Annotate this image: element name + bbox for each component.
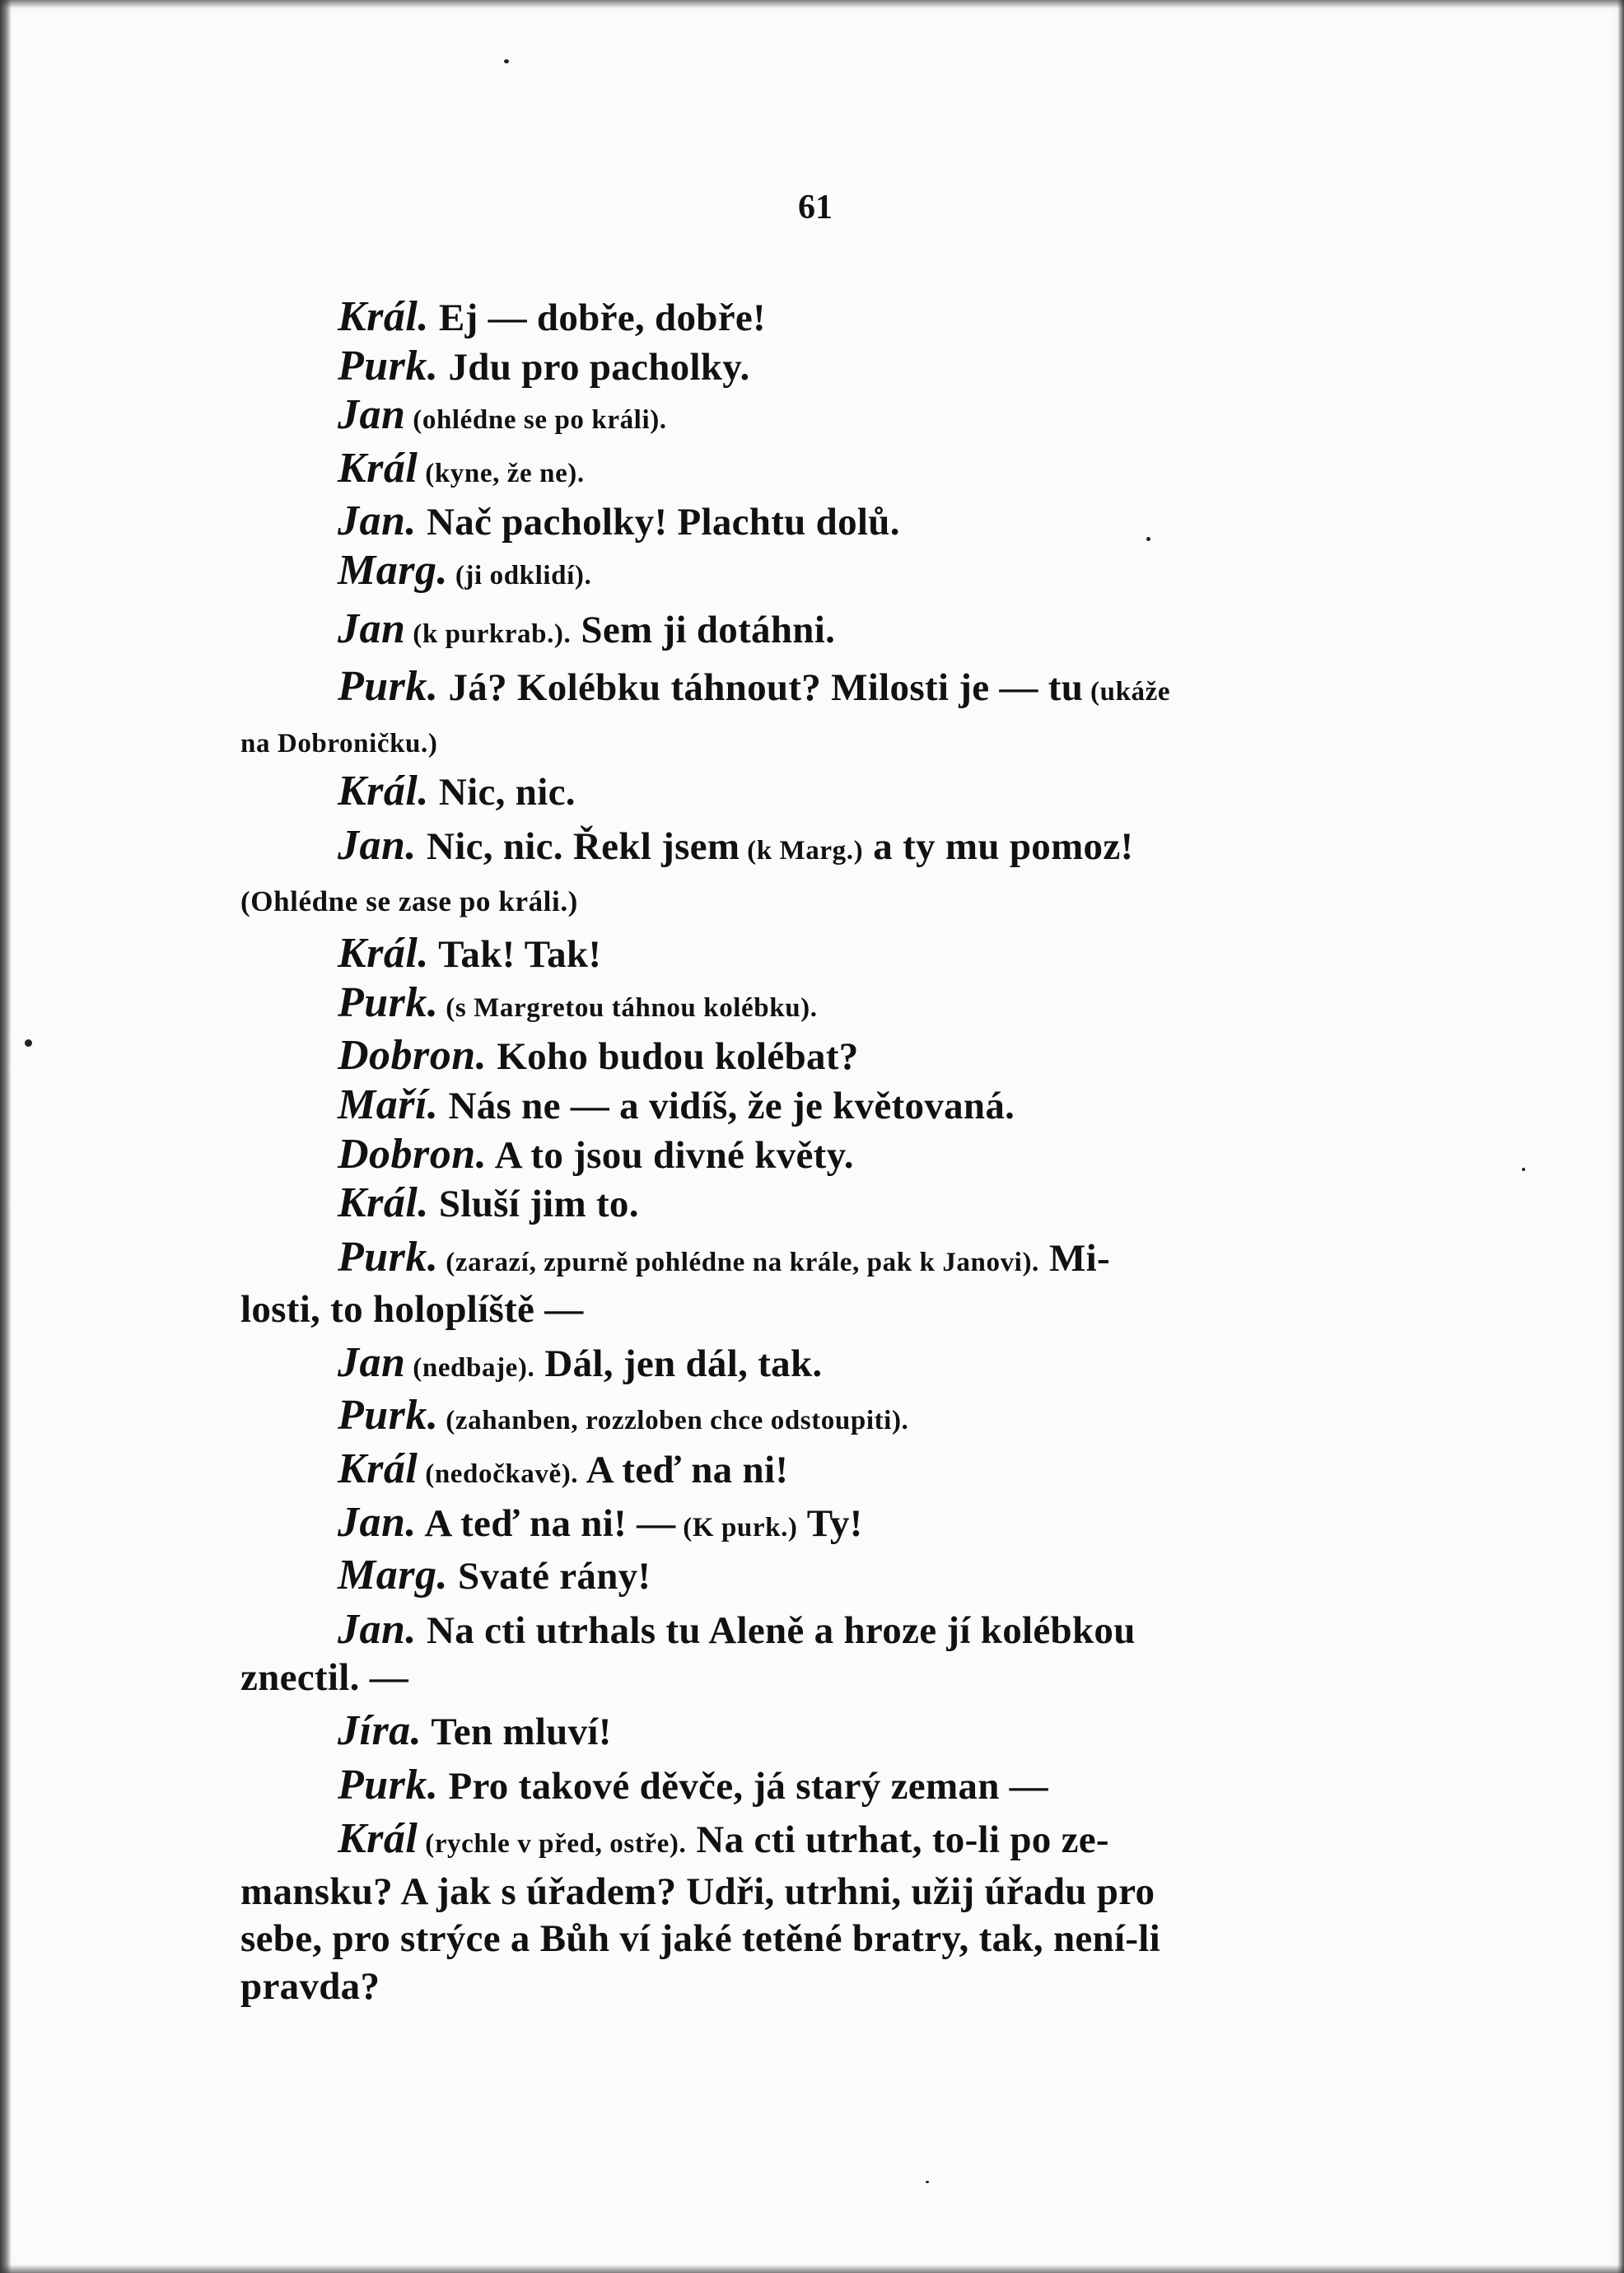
speaker-name: Jan.	[338, 1498, 417, 1546]
continuation-line	[240, 1286, 1402, 1334]
dialogue-line	[240, 1552, 1402, 1601]
play-text	[240, 293, 1402, 2011]
dialogue-line	[240, 1606, 1402, 1655]
speaker-name: Král.	[338, 1179, 429, 1227]
speaker-name: Král	[338, 1445, 418, 1493]
line-text: A teď na ni! —	[416, 1501, 676, 1545]
speaker-name: Purk.	[338, 978, 439, 1026]
dialogue-line	[240, 1445, 1402, 1499]
stage-direction: (k Marg.)	[740, 835, 864, 866]
dialogue-line	[240, 1032, 1402, 1081]
speaker-name: Marg.	[338, 546, 448, 594]
stage-direction: (kyne, že ne).	[418, 458, 585, 488]
continuation-line	[240, 716, 1402, 768]
speaker-name: Jan	[338, 391, 406, 439]
continuation-line	[240, 1963, 1402, 2011]
speaker-name: Jan	[338, 1338, 406, 1386]
dialogue-line	[240, 391, 1402, 445]
dialogue-line	[240, 930, 1402, 979]
page-number: 61	[798, 189, 833, 226]
dialogue-line	[240, 768, 1402, 817]
dialogue-line	[240, 445, 1402, 498]
stage-direction: (zahanben, rozzloben chce odstoupiti).	[438, 1406, 909, 1436]
stage-direction: (rychle v před, ostře).	[418, 1829, 687, 1860]
speaker-name: Dobron.	[338, 1032, 488, 1080]
line-text: Na cti utrhat, to-li po ze-	[686, 1818, 1109, 1862]
speaker-name: Král.	[338, 293, 429, 340]
dialogue-line	[240, 1499, 1402, 1552]
line-text: Ten mluví!	[422, 1711, 612, 1754]
line-text: Ej — dobře, dobře!	[428, 296, 766, 339]
dialogue-line	[240, 1131, 1402, 1180]
page-edge-shadow-left	[0, 0, 12, 2273]
page-edge-shadow-bottom	[0, 2265, 1624, 2273]
continuation-line	[240, 1655, 1402, 1702]
speaker-name: Purk.	[338, 1233, 439, 1281]
line-text: pravda?	[240, 1965, 380, 2008]
line-text: Mi-	[1038, 1236, 1110, 1280]
speaker-name: Král.	[338, 930, 429, 978]
speaker-name: Purk.	[338, 1761, 439, 1809]
continuation-line	[240, 1916, 1402, 1963]
dialogue-line	[240, 1707, 1402, 1757]
line-text: Nás ne — a vidíš, že je květovaná.	[438, 1084, 1015, 1127]
speaker-name: Jan	[338, 604, 406, 652]
dialogue-line	[240, 1392, 1402, 1445]
speaker-name: Jan.	[338, 1605, 417, 1653]
dialogue-line	[240, 1815, 1402, 1869]
stage-direction: (ohlédne se po králi).	[405, 405, 667, 436]
dialogue-line	[240, 547, 1402, 600]
stage-direction: (Ohlédne se zase po králi.)	[240, 884, 578, 917]
print-speck	[504, 59, 509, 63]
dialogue-line	[240, 663, 1402, 716]
stage-direction: (K purk.)	[675, 1512, 798, 1543]
speaker-name: Jan.	[338, 821, 417, 869]
dialogue-line	[240, 343, 1402, 392]
continuation-line	[240, 1869, 1402, 1916]
line-text: Tak! Tak!	[428, 933, 602, 977]
speaker-name: Král	[338, 1815, 418, 1863]
stage-direction: (ji odklidí).	[447, 560, 592, 590]
stage-direction: (ukáže	[1083, 677, 1171, 707]
dialogue-line	[240, 1762, 1402, 1811]
speaker-name: Maří.	[338, 1080, 439, 1128]
speaker-name: Král.	[338, 768, 429, 815]
speaker-name: Král	[338, 444, 418, 492]
line-text: Nic, nic. Řekl jsem	[416, 824, 740, 868]
speaker-name: Jíra.	[338, 1707, 422, 1755]
dialogue-line	[240, 979, 1402, 1033]
line-text: Nač pacholky! Plachtu dolů.	[416, 501, 900, 544]
line-text: Svaté rány!	[447, 1555, 651, 1599]
dialogue-line	[240, 1234, 1402, 1287]
dialogue-line	[240, 822, 1402, 875]
line-text: Nic, nic.	[428, 771, 576, 814]
speaker-name: Dobron.	[338, 1130, 488, 1178]
line-text: A to jsou divné květy.	[487, 1133, 854, 1177]
stage-direction: (nedbaje).	[405, 1352, 535, 1383]
line-text: Já? Kolébku táhnout? Milosti je — tu	[438, 666, 1084, 710]
line-text: Sem ji dotáhni.	[571, 608, 836, 651]
line-text: Ty!	[797, 1501, 863, 1545]
dialogue-line	[240, 605, 1402, 659]
line-text: Sluší jim to.	[428, 1183, 639, 1226]
dialogue-line	[240, 497, 1402, 547]
dialogue-line	[240, 1179, 1402, 1229]
line-text: Jdu pro pacholky.	[438, 345, 750, 389]
page-edge-shadow-top	[0, 0, 1624, 8]
print-speck	[926, 2181, 929, 2183]
speaker-name: Purk.	[338, 663, 439, 711]
line-text: Dál, jen dál, tak.	[534, 1342, 823, 1385]
line-text: losti, to holoplíště —	[240, 1288, 584, 1332]
dialogue-line	[240, 1081, 1402, 1131]
line-text: Na cti utrhals tu Aleně a hroze jí kolébkou	[416, 1608, 1136, 1652]
print-speck	[25, 1039, 32, 1047]
speaker-name: Jan.	[338, 497, 417, 545]
stage-direction: (s Margretou táhnou kolébku).	[438, 992, 818, 1023]
line-text: Pro takové děvče, já starý zeman —	[438, 1764, 1048, 1808]
stage-direction: (zarazí, zpurně pohlédne na krále, pak k Janovi).	[438, 1247, 1039, 1277]
speaker-name: Purk.	[338, 1392, 439, 1440]
stage-direction: (nedočkavě).	[418, 1459, 579, 1490]
continuation-line	[240, 875, 1402, 926]
line-text: sebe, pro strýce a Bůh ví jaké tetěné bratry, tak, není-li	[240, 1917, 1161, 1961]
dialogue-line	[240, 293, 1402, 343]
line-text: Koho budou kolébat?	[487, 1035, 859, 1079]
stage-direction: (k purkrab.).	[405, 618, 572, 649]
line-text: A teď na ni!	[578, 1449, 789, 1492]
line-text: znectil. —	[240, 1656, 408, 1700]
dialogue-line	[240, 1339, 1402, 1393]
page-edge-shadow-right	[1617, 0, 1624, 2273]
stage-direction: na Dobroničku.)	[240, 728, 438, 758]
line-text: a ty mu pomoz!	[863, 824, 1134, 868]
print-speck	[1522, 1168, 1525, 1171]
speaker-name: Marg.	[338, 1552, 448, 1599]
speaker-name: Purk.	[338, 342, 439, 390]
line-text: mansku? A jak s úřadem? Udři, utrhni, užij úřadu pro	[240, 1869, 1155, 1913]
